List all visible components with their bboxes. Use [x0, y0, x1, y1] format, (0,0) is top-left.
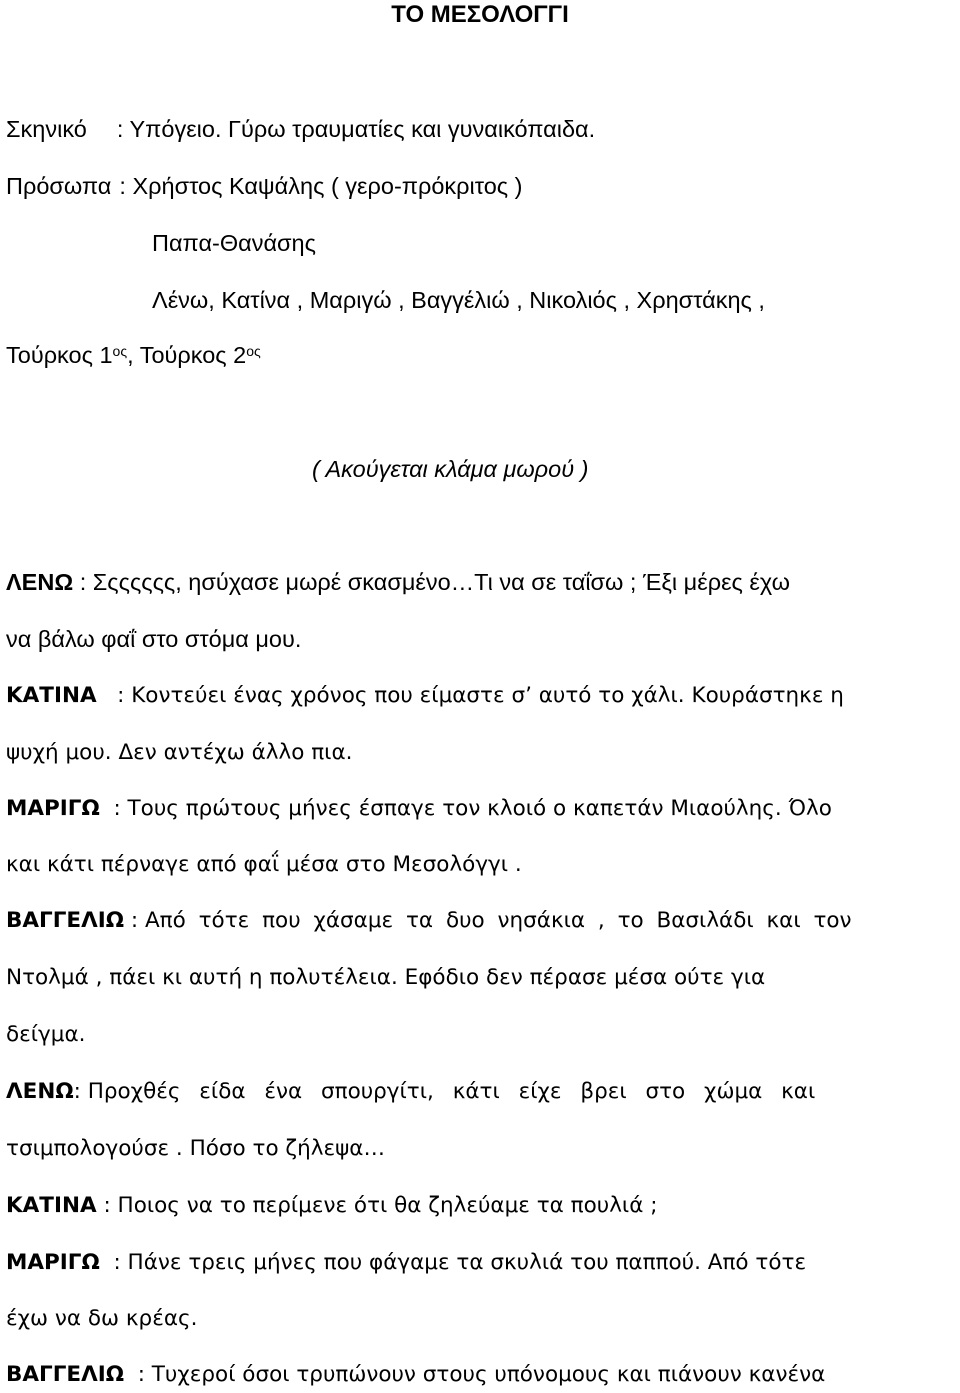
speaker-name: ΛΕΝΩ [6, 1079, 74, 1104]
persons-main: : Χρήστος Καψάλης ( γερο-πρόκριτος ) [119, 173, 523, 199]
setting-text: : Υπόγειο. Γύρω τραυματίες και γυναικόπαιδα. [116, 116, 596, 142]
dialogue-text: Πάνε τρεις μήνες που φάγαμε τα σκυλιά του παππού. Από τότε [127, 1250, 807, 1275]
dialogue-text: Κοντεύει ένας χρόνος που είμαστε σ’ αυτό το χάλι. Κουράστηκε η [131, 683, 844, 708]
dialogue-vangelio-1-line-1: ΒΑΓΓΕΛΙΩ : Από τότε που χάσαμε τα δυο νησάκια , το Βασιλάδι και τον [6, 908, 852, 933]
dialogue-text: Τους πρώτους μήνες έσπαγε τον κλοιό ο καπετάν Μιαούλης. Όλο [127, 796, 832, 821]
dialogue-leno-1-line-2: να βάλω φαΐ στο στόμα μου. [6, 626, 302, 652]
dialogue-leno-2-line-2: τσιμπολογούσε . Πόσο το ζήλεψα… [6, 1136, 385, 1161]
dialogue-vangelio-2-line-1: ΒΑΓΓΕΛΙΩ : Τυχεροί όσοι τρυπώνουν στους υπόνομους και πιάνουν κανένα [6, 1362, 826, 1387]
turk-2-sup: ος [246, 343, 261, 359]
persons-line-4 [6, 340, 261, 370]
dialogue-text: Από τότε που χάσαμε τα δυο νησάκια , το Βασιλάδι και τον [144, 908, 852, 933]
dialogue-marigo-1-line-2: και κάτι πέρναγε από φαΐ μέσα στο Μεσολόγγι . [6, 852, 522, 877]
turk-1: Τούρκος 1 [6, 342, 113, 368]
speaker-name: ΚΑΤΙΝΑ [6, 1193, 97, 1218]
speaker-name: ΒΑΓΓΕΛΙΩ [6, 908, 125, 933]
play-title: ΤΟ ΜΕΣΟΛΟΓΓΙ [391, 1, 569, 28]
stage-direction: ( Ακούγεται κλάμα μωρού ) [312, 456, 589, 482]
dialogue-leno-2-line-1: ΛΕΝΩ: Προχθές είδα ένα σπουργίτι, κάτι είχε βρει στο χώμα και [6, 1079, 816, 1104]
setting-line [6, 114, 595, 144]
speaker-name: ΚΑΤΙΝΑ [6, 683, 97, 708]
dialogue-text: Ποιος να το περίμενε ότι θα ζηλεύαμε τα πουλιά ; [117, 1193, 658, 1218]
speaker-name: ΒΑΓΓΕΛΙΩ [6, 1362, 125, 1387]
turk-1-sup: ος [112, 343, 128, 359]
dialogue-vangelio-1-line-3: δείγμα. [6, 1022, 86, 1047]
speaker-name: ΜΑΡΙΓΩ [6, 1250, 100, 1275]
dialogue-katina-1-line-1: ΚΑΤΙΝΑ : Κοντεύει ένας χρόνος που είμαστε σ’ αυτό το χάλι. Κουράστηκε η [6, 683, 844, 708]
persons-line-2: Παπα-Θανάσης [152, 230, 316, 256]
speaker-name: ΛΕΝΩ [6, 569, 74, 595]
turk-2: , Τούρκος 2 [127, 342, 247, 368]
dialogue-marigo-2-line-2: έχω να δω κρέας. [6, 1306, 198, 1331]
dialogue-text: Τυχεροί όσοι τρυπώνουν στους υπόνομους και πιάνουν κανένα [151, 1362, 826, 1387]
persons-line-3: Λένω, Κατίνα , Μαριγώ , Βαγγέλιώ , Νικολιός , Χρηστάκης , [152, 287, 765, 313]
dialogue-leno-1-line-1: ΛΕΝΩ : Σςςςςςς, ησύχασε μωρέ σκασμένο…Τι να σε ταΐσω ; Έξι μέρες έχω [6, 569, 790, 595]
dialogue-marigo-2-line-1: ΜΑΡΙΓΩ : Πάνε τρεις μήνες που φάγαμε τα σκυλιά του παππού. Από τότε [6, 1250, 807, 1275]
dialogue-katina-1-line-2: ψυχή μου. Δεν αντέχω άλλο πια. [6, 740, 353, 765]
speaker-name: ΜΑΡΙΓΩ [6, 796, 100, 821]
dialogue-vangelio-1-line-2: Ντολμά , πάει κι αυτή η πολυτέλεια. Εφόδιο δεν πέρασε μέσα ούτε για [6, 965, 766, 990]
dialogue-marigo-1-line-1: ΜΑΡΙΓΩ : Τους πρώτους μήνες έσπαγε τον κλοιό ο καπετάν Μιαούλης. Όλο [6, 796, 832, 821]
persons-line-1 [6, 171, 522, 201]
dialogue-text: Σςςςςςς, ησύχασε μωρέ σκασμένο…Τι να σε ταΐσω ; Έξι μέρες έχω [92, 569, 790, 595]
dialogue-katina-2-line-1: ΚΑΤΙΝΑ : Ποιος να το περίμενε ότι θα ζηλεύαμε τα πουλιά ; [6, 1193, 658, 1218]
dialogue-text: Προχθές είδα ένα σπουργίτι, κάτι είχε βρει στο χώμα και [87, 1079, 816, 1104]
persons-label: Πρόσωπα [6, 173, 112, 199]
setting-label: Σκηνικό [6, 116, 87, 142]
